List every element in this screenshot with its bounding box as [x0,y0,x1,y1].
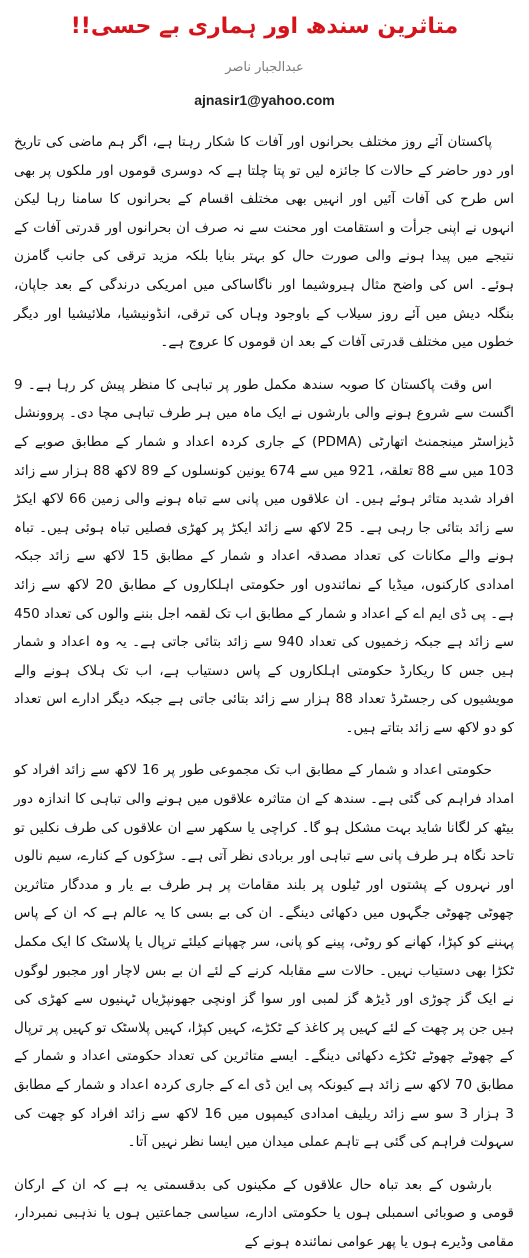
article-paragraph: بارشوں کے بعد تباہ حال علاقوں کے مکینوں کی بدقسمتی یہ ہے کہ ان کے ارکان قومی و صوبائی اسمبلی ہوں یا حکومتی ادارے، سیاسی جماعتیں ہوں یا نذہبی نمبردار، مقامی وڈیرے ہوں یا پھر عوامی نمائندہ ہونے کے [14,1176,514,1250]
article-title: متاثرین سندھ اور ہماری بے حسی!! [70,14,459,39]
author-name: عبدالجبار ناصر [225,60,304,75]
article-body [14,128,514,1258]
article-paragraph: اس وقت پاکستان کا صوبہ سندھ مکمل طور پر تباہی کا منظر پیش کر رہا ہے۔ 9 اگست سے شروع ہونے والی بارشوں نے ایک ماہ میں ہر طرف تباہی مچا دی۔ پروونشل ڈیزاسٹر مینجمنٹ اتھارٹی (PDMA) کے جاری کردہ اعداد و شمار کے مطابق صوبے کے 103 میں سے 88 تعلقہ، 921 میں سے 674 یونین کونسلوں کے 89 لاکھ 88 ہزار سے زائد افراد شدید متاثر ہوئے ہیں۔ ان علاقوں میں پانی سے تباہ ہونے والی زمین 66 لاکھ ایکڑ سے زائد بتائی جا رہی ہے۔ 25 لاکھ سے زائد ایکڑ پر کھڑی فصلیں تباہ ہوئی ہیں۔ تباہ ہونے والے مکانات کی تعداد مصدقہ اعداد و شمار کے مطابق 15 لاکھ سے زائد جبکہ امدادی کارکنوں، میڈیا کے نمائندوں اور حکومتی اہلکاروں کے مطابق 20 لاکھ سے زائد ہے۔ پی ڈی ایم اے کے اعداد و شمار کے مطابق اب تک لقمہ اجل بننے والوں کی تعداد 450 سے زائد ہے جبکہ زخمیوں کی تعداد 940 سے زائد بتائی جاتی ہے۔ یہ وہ اعداد و شمار ہیں جس کا ریکارڈ حکومتی اہلکاروں کے پاس دستیاب ہے، اب تک ہلاک ہونے والے مویشیوں کی رجسٹرڈ تعداد 88 ہزار سے زائد بتائی جاتی ہے جبکہ دیگر ادارے اس تعداد کو دو لاکھ سے زائد بتاتے ہیں۔ [14,376,514,736]
article-paragraph: حکومتی اعداد و شمار کے مطابق اب تک مجموعی طور پر 16 لاکھ سے زائد افراد کو امداد فراہم کی گئی ہے۔ سندھ کے ان متاثرہ علاقوں میں ہونے والی تباہی کا اندازہ دور بیٹھ کر لگانا شاید بہت مشکل ہو گا۔ کراچی یا سکھر سے ان علاقوں کی طرف نکلیں تو تاحد نگاہ ہر طرف پانی سے تباہی اور بربادی نظر آتی ہے۔ سڑکوں کے کنارے، سیم نالوں اور نہروں کے پشتوں اور ٹیلوں پر بلند مقامات پر ہر طرف بے یار و مددگار متاثرین چھوٹی چھوٹی جگہوں میں دکھائی دینگے۔ ان کی بے بسی کا یہ عالم ہے کہ ان کے پاس پہننے کو کپڑا، کھانے کو روٹی، پینے کو پانی، سر چھپانے کیلئے ترپال یا پلاسٹک کا ایک مکمل ٹکڑا بھی دستیاب نہیں۔ حالات سے مقابلہ کرنے کے لئے ان بے بس لاچار اور مجبور لوگوں نے ایک گز چوڑی اور ڈیڑھ گز لمبی اور سوا گز اونچی جھونپڑیاں ٹہنیوں سے کھڑی کی ہیں جن پر چھت کے لئے کہیں پر کاغذ کے ٹکڑے، کہیں کپڑا، کہیں پلاسٹک تو کہیں پر ترپال کے چھوٹے چھوٹے ٹکڑے دکھائی دینگے۔ ایسے متاثرین کی تعداد حکومتی اعداد و شمار کے مطابق 70 لاکھ سے زائد ہے کیونکہ پی این ڈی اے کے جاری کردہ اعداد و شمار کے مطابق 3 ہزار 3 سو سے زائد ریلیف امدادی کیمپوں میں 16 لاکھ سے زائد افراد کو چھت کی سہولت فراہم کی گئی ہے تاہم عملی میدان میں ایسا نظر نہیں آتا۔ [14,762,515,1151]
author-email[interactable]: ajnasir1@yahoo.com [194,92,335,108]
article-paragraph: پاکستان آئے روز مختلف بحرانوں اور آفات کا شکار رہتا ہے، اگر ہم ماضی کی تاریخ اور دور حاضر کے حالات کا جائزہ لیں تو پتا چلتا ہے کہ دوسری قوموں اور ملکوں پر بھی اس طرح کی آفات آئیں اور انہیں بھی مختلف اقسام کے بحرانوں کا سامنا رہا لیکن انہوں نے اپنی جرأت و استقامت اور محنت سے نہ صرف ان بحرانوں اور قدرتی آفات کے نتیجے میں پیدا ہونے والی صورت حال کو بہتر بنایا بلکہ مزید ترقی کی جانب گامزن ہوئے۔ اس کی واضح مثال ہیروشیما اور ناگاساکی میں امریکی درندگی کے بعد جاپان، بنگلہ دیش میں آئے روز سیلاب کے باوجود وہاں کی ترقی، انڈونیشیا، ملائیشیا اور دیگر خطوں میں مختلف قدرتی آفات کے بعد ان قوموں کا عروج ہے۔ [14,134,514,351]
